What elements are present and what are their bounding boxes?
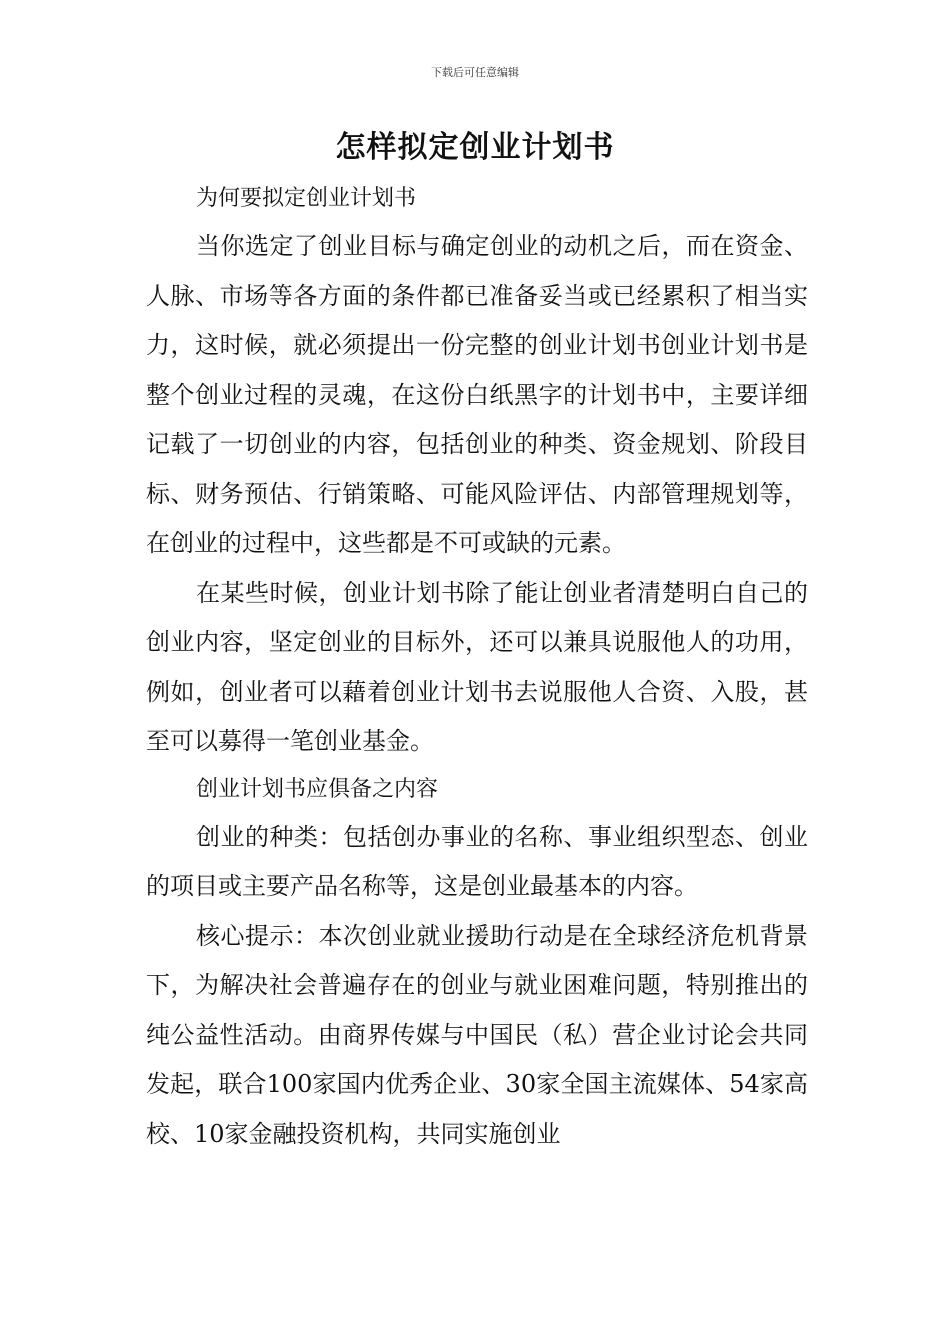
paragraph-persuasion: 在某些时候，创业计划书除了能让创业者清楚明白自己的创业内容，坚定创业的目标外，还可以兼具说服他人的功用，例如，创业者可以藉着创业计划书去说服他人合资、入股，甚至可以募得一笔创业基金。 (146, 578, 808, 755)
section-heading-contents: 创业计划书应俱备之内容 (196, 776, 439, 802)
document-body (146, 176, 808, 1159)
paragraph-core-tip: 核心提示：本次创业就业援助行动是在全球经济危机背景下，为解决社会普遍存在的创业与就业困难问题，特别推出的纯公益性活动。由商界传媒与中国民（私）营企业讨论会共同发起，联合100家国内优秀企业、30家全国主流媒体、54家高校、10家金融投资机构，共同实施创业 (146, 921, 808, 1148)
section-heading-why: 为何要拟定创业计划书 (196, 186, 417, 211)
paragraph-purpose: 当你选定了创业目标与确定创业的动机之后，而在资金、人脉、市场等各方面的条件都已准备妥当或已经累积了相当实力，这时候，就必须提出一份完整的创业计划书创业计划书是整个创业过程的灵魂，在这份白纸黑字的计划书中，主要详细记载了一切创业的内容，包括创业的种类、资金规划、阶段目标、财务预估、行销策略、可能风险评估、内部管理规划等，在创业的过程中，这些都是不可或缺的元素。 (146, 232, 808, 557)
paragraph-business-type: 创业的种类：包括创办事业的名称、事业组织型态、创业的项目或主要产品名称等，这是创业最基本的内容。 (146, 822, 808, 900)
header-note: 下载后可任意编辑 (431, 66, 519, 79)
document-title: 怎样拟定创业计划书 (335, 130, 615, 165)
